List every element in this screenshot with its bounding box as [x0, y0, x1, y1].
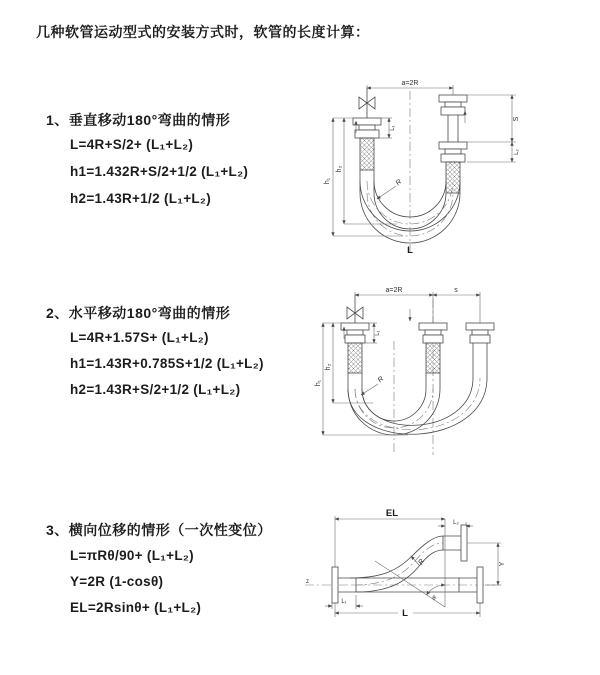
construction-lines [375, 519, 445, 607]
section-2-formula-2: h1=1.43R+0.785S+1/2 (L₁+L₂) [70, 356, 264, 371]
dim-label-y: Y [499, 561, 506, 567]
radius-label: R [394, 178, 404, 188]
dim-label-el: EL [385, 508, 399, 519]
section-2-formula-3: h2=1.43R+S/2+1/2 (L₁+L₂) [70, 382, 241, 397]
dim-label-s: s [454, 287, 458, 294]
dim-label-l1: L₁ [341, 599, 347, 605]
section-3-formula-1: L=πRθ/90+ (L₁+L₂) [70, 548, 194, 563]
dim-label-l2: L₂ [453, 520, 459, 526]
hose-assembly [341, 295, 494, 435]
break-mark: z [306, 579, 309, 585]
dim-label-h1: h₁ [315, 379, 322, 387]
diagram-lateral-displacement [295, 505, 595, 655]
section-1-formula-2: h1=1.432R+S/2+1/2 (L₁+L₂) [70, 164, 249, 179]
section-3-formula-2: Y=2R (1-cosθ) [70, 574, 164, 589]
section-3-heading: 3、横向位移的情形（一次性变位） [46, 522, 272, 538]
section-1-heading: 1、垂直移动180°弯曲的情形 [46, 112, 231, 128]
dim-label-a2r: a=2R [385, 287, 403, 294]
angle-label: θ [432, 596, 436, 602]
length-label: L [407, 245, 413, 256]
section-1-formula-3: h2=1.43R+1/2 (L₁+L₂) [70, 191, 212, 206]
dim-label-h2: h₂ [325, 363, 332, 371]
dim-label-h2: h₂ [336, 165, 343, 173]
hose-assembly [332, 525, 483, 603]
section-2-formula-1: L=4R+1.57S+ (L₁+L₂) [70, 330, 209, 345]
dim-label-a2r: a=2R [401, 80, 419, 87]
radius-label: R [417, 558, 427, 567]
dim-label-l1: L₁ [375, 330, 381, 336]
section-3-formula-3: EL=2Rsinθ+ (L₁+L₂) [70, 600, 202, 615]
diagram-horizontal-movement [313, 283, 593, 463]
dim-label-l2: L₂ [514, 149, 520, 155]
centerline [394, 299, 433, 455]
section-1-formula-1: L=4R+S/2+ (L₁+L₂) [70, 137, 194, 152]
page-title: 几种软管运动型式的安装方式时，软管的长度计算： [36, 24, 370, 40]
radius-label: R [376, 375, 386, 385]
length-label: L [402, 608, 408, 619]
section-2-heading: 2、水平移动180°弯曲的情形 [46, 305, 231, 321]
dim-label-h1: h₁ [324, 177, 331, 185]
dim-label-s: S [513, 116, 520, 122]
dim-label-l1: L₁ [390, 125, 396, 131]
dimension-lines [315, 287, 480, 435]
diagram-vertical-movement [315, 73, 595, 263]
